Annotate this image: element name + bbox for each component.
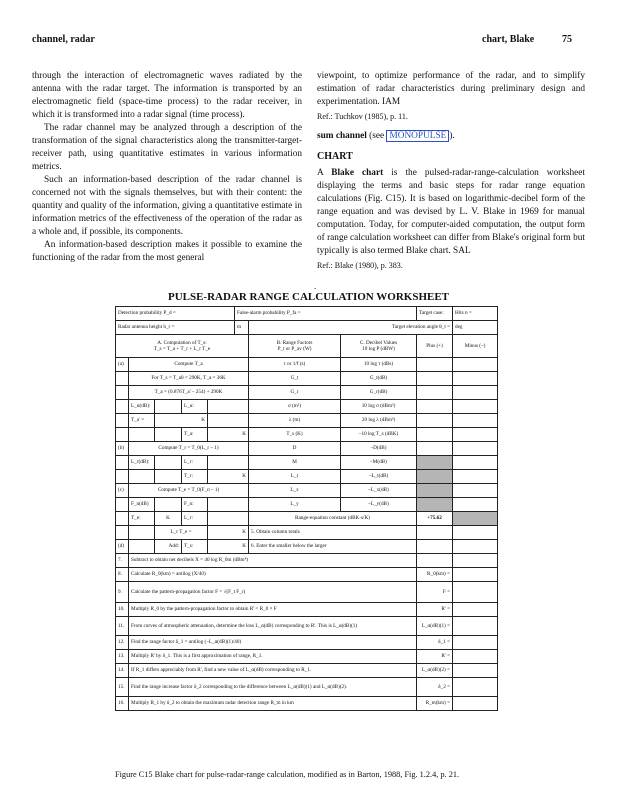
worksheet-title: PULSE-RADAR RANGE CALCULATION WORKSHEET [167,291,450,303]
cell: T_s (K) [249,428,341,442]
table-row [116,697,498,711]
table-row [116,386,498,400]
cell: L_x [249,484,341,498]
running-header-left: channel, radar [32,34,95,45]
step-number: 11. [116,617,129,636]
step-result: R_0(km) = [417,568,453,582]
cell: M [249,456,341,470]
header-b [249,335,341,358]
step-text: From curves of atmospheric attenuation, determine the loss L_α(dB) corresponding to R'. This is L_α(dB)(1) [129,617,417,636]
figure-caption [115,770,459,779]
entry-term: Blake chart [331,168,384,178]
table-row [116,603,498,617]
step-number: 7. [116,554,129,568]
step-text: Calculate the pattern-propagation factor F = √(F_t F_r) [129,582,417,603]
shaded-cell [453,512,498,526]
cell: T_a = (0.876T_a' – 254) + 290K [129,386,249,400]
detection-probability: Detection probability P_d = [116,307,235,321]
cell: T_a' = [129,414,155,428]
shaded-cell [417,498,453,512]
cell: K [155,512,182,526]
table-row [116,372,498,386]
cell: D [249,442,341,456]
step-result: L_α(dB)(1) = [417,617,453,636]
step-result: R' = [417,603,453,617]
table-row [116,335,498,358]
cell: K [208,540,249,554]
entry-text: (see [366,131,387,141]
step-text: If R_1 differs appreciably from R', find a new value of L_α(dB) corresponding to R_1. [129,664,417,678]
range-constant-value: +75.62 [417,512,453,526]
table-row [116,582,498,603]
cell: T_s: [182,540,208,554]
cell: F_n: [182,498,208,512]
cell: 10 log σ (dBm²) [341,400,417,414]
cell: –L_y(dB) [341,498,417,512]
reference: Ref.: Tuchkov (1985), p. 11. [317,112,408,121]
section-heading: CHART [317,151,353,162]
cell: T_e: [129,512,155,526]
table-row [116,456,498,470]
right-column [317,70,585,271]
table-row [116,358,498,372]
cell: For T_s = T_a0 = 290K, T_a = 36K [129,372,249,386]
unit: m [235,321,249,335]
cell: Compute T_e = T_0(F_n – 1) [129,484,249,498]
step-number: 13. [116,650,129,664]
step-result: F = [417,582,453,603]
stray-dot: . [314,281,317,291]
paragraph: through the interaction of electromagnetic waves radiated by the antenna with the radar target. The information is transported by an electromagnetic field (space-time process) to the radar receiver, in which it is transformed into a radar signal (time process). [32,71,302,120]
cell: –L_t(dB) [341,470,417,484]
cell: –M(dB) [341,456,417,470]
cell: Compute T_r = T_0(L_r – 1) [129,442,249,456]
cell: Add: [155,540,182,554]
target-elevation: Target elevation angle θ_t = [249,321,453,335]
paragraph: An information-based description makes it possible to examine the functioning of the radar from the most general [32,240,302,263]
cell: τ or 1/f (s) [249,358,341,372]
cell: G_t [249,372,341,386]
step-text: Subtract to obtain net decibels X = 40 log R_0m (dBm⁴) [129,554,417,568]
cell: K [208,470,249,484]
text: is the pulsed-radar-range-calculation worksheet displaying the terms and basic steps for radar range equation calculations (Fig. C15). It is based on logarithmic-decibel form of the range equation and was devised by L. V. Blake in 1969 for manual computation. Today, for computer-aided computation, the output form of range calculation worksheet can differ from Blake's original form but typically is also termed Blake chart. SAL [317,168,585,256]
cell: σ (m²) [249,400,341,414]
cell: L_r: [182,456,208,470]
shaded-cell [417,484,453,498]
false-alarm-probability: False-alarm probability P_fa = [235,307,417,321]
step-text: Multiply R_1 by δ_2 to obtain the maximum radar detection range R_m in km [129,697,417,711]
target-case: Target case: [417,307,453,321]
row-label: (b) [116,442,129,456]
table-row [116,540,498,554]
unit: deg [453,321,498,335]
table-row [116,678,498,697]
cell: G_r [249,386,341,400]
cell: F_n(dB) [129,498,155,512]
worksheet-table [115,306,498,711]
running-header-right: chart, Blake [482,34,535,45]
table-row [116,636,498,650]
step-text: Find the range increase factor δ_2 corresponding to the difference between L_α(dB)(1) and L_α(dB)(2). [129,678,417,697]
cell: L_α: [182,400,208,414]
cell: T_r: [182,470,208,484]
step-number: 9. [116,582,129,603]
caption-text: Figure C15 Blake chart for pulse-radar-range calculation, modified as in Barton, 1988, Fig. 1.2.4, p. 21. [115,770,460,779]
cell: G_t(dB) [341,372,417,386]
cell: 20 log λ (dBm²) [341,414,417,428]
cell: G_r(dB) [341,386,417,400]
text: T_s = T_a + T_r + L_r T_e [153,346,211,352]
text: C. Decibel Values [359,339,398,346]
table-row [116,484,498,498]
table-row [116,307,498,321]
cell: K [208,428,249,442]
step-text: Multiply R_0 by the pattern-propagation factor to obtain R' = R_0 × F [129,603,417,617]
step-text: Find the range factor δ_1 = antilog (–L_α(dB)(1)/40) [129,636,417,650]
cell: 5. Obtain column totals [249,526,417,540]
header-minus: Minus (–) [453,335,498,358]
cell: T_a: [182,428,208,442]
cell: L_r T_e = [155,526,208,540]
cell: Range-equation constant (dBK·s/K) [249,512,417,526]
step-number: 12. [116,636,129,650]
header-c [341,335,417,358]
cell: L_r: [182,512,208,526]
table-row [116,498,498,512]
paragraph: Such an information-based description of the radar channel is concerned not with the signals themselves, but with their content: the quantity and quality of the information, giving a quantitative estimate in information metrics of the effectiveness of the operation of the radar as a whole and, if possible, its components. [32,175,302,237]
shaded-cell [417,456,453,470]
text: P_t or P_av (W) [277,346,312,352]
header-a [116,335,249,358]
cell: L_t [249,470,341,484]
step-result: R' = [417,650,453,664]
sum-channel-entry [317,130,585,143]
step-result: R_m(km) = [417,697,453,711]
shaded-cell [417,470,453,484]
entry-text: ). [449,131,455,141]
step-result: L_α(dB)(2) = [417,664,453,678]
table-row [116,512,498,526]
row-label: (c) [116,484,129,498]
table-row [116,428,498,442]
table-row [116,650,498,664]
page-number: 75 [562,34,572,45]
cell: L_α(dB): [129,400,155,414]
step-number: 16. [116,697,129,711]
step-number: 8. [116,568,129,582]
cell: K [155,414,208,428]
text: 10 log P (dBW) [362,346,395,352]
row-label: (a) [116,358,129,372]
step-result: δ_2 = [417,678,453,697]
cell: –L_x(dB) [341,484,417,498]
step-result: δ_1 = [417,636,453,650]
cell: K [208,526,249,540]
left-column [32,70,302,265]
table-row [116,442,498,456]
entry-term: sum channel [317,131,367,141]
table-row [116,400,498,414]
cell: Compute T_a [129,358,249,372]
text: A [317,168,332,178]
paragraph [317,167,585,258]
cell: –D(dB) [341,442,417,456]
table-row [116,664,498,678]
cell: λ (m) [249,414,341,428]
paragraph: viewpoint, to optimize performance of the radar, and to simplify estimation of radar characteristics during preliminary design and experimentation. IAM [317,71,585,107]
step-text: Multiply R' by δ_1. This is a first approximation of range, R_1. [129,650,417,664]
table-row [116,470,498,484]
table-row [116,414,498,428]
cell: 10 log τ (dBs) [341,358,417,372]
cell: 6. Enter the smaller below the larger [249,540,417,554]
reference: Ref.: Blake (1980), p. 383. [317,261,403,270]
text: A. Computation of T_s: [157,339,207,346]
text: B. Range Factors [276,339,313,346]
table-row [116,526,498,540]
hits: Hits n = [453,307,498,321]
table-row [116,554,498,568]
step-number: 15. [116,678,129,697]
step-number: 10. [116,603,129,617]
antenna-height: Radar antenna height h_r = [116,321,235,335]
table-row [116,321,498,335]
table-row [116,617,498,636]
paragraph: The radar channel may be analyzed through a description of the transformation of the signal characteristics along the transmitter-target-receiver path, using quantitative estimates in various information metrics. [32,123,302,172]
row-label: (d) [116,540,129,554]
cell: –10 log T_s (dBK) [341,428,417,442]
cell: L_y [249,498,341,512]
cell: L_r(dB): [129,456,155,470]
header-plus: Plus (+) [417,335,453,358]
table-row [116,568,498,582]
monopulse-link[interactable]: MONOPULSE [386,130,449,142]
step-text: Calculate R_0(km) = antilog (X/40) [129,568,417,582]
step-number: 14. [116,664,129,678]
